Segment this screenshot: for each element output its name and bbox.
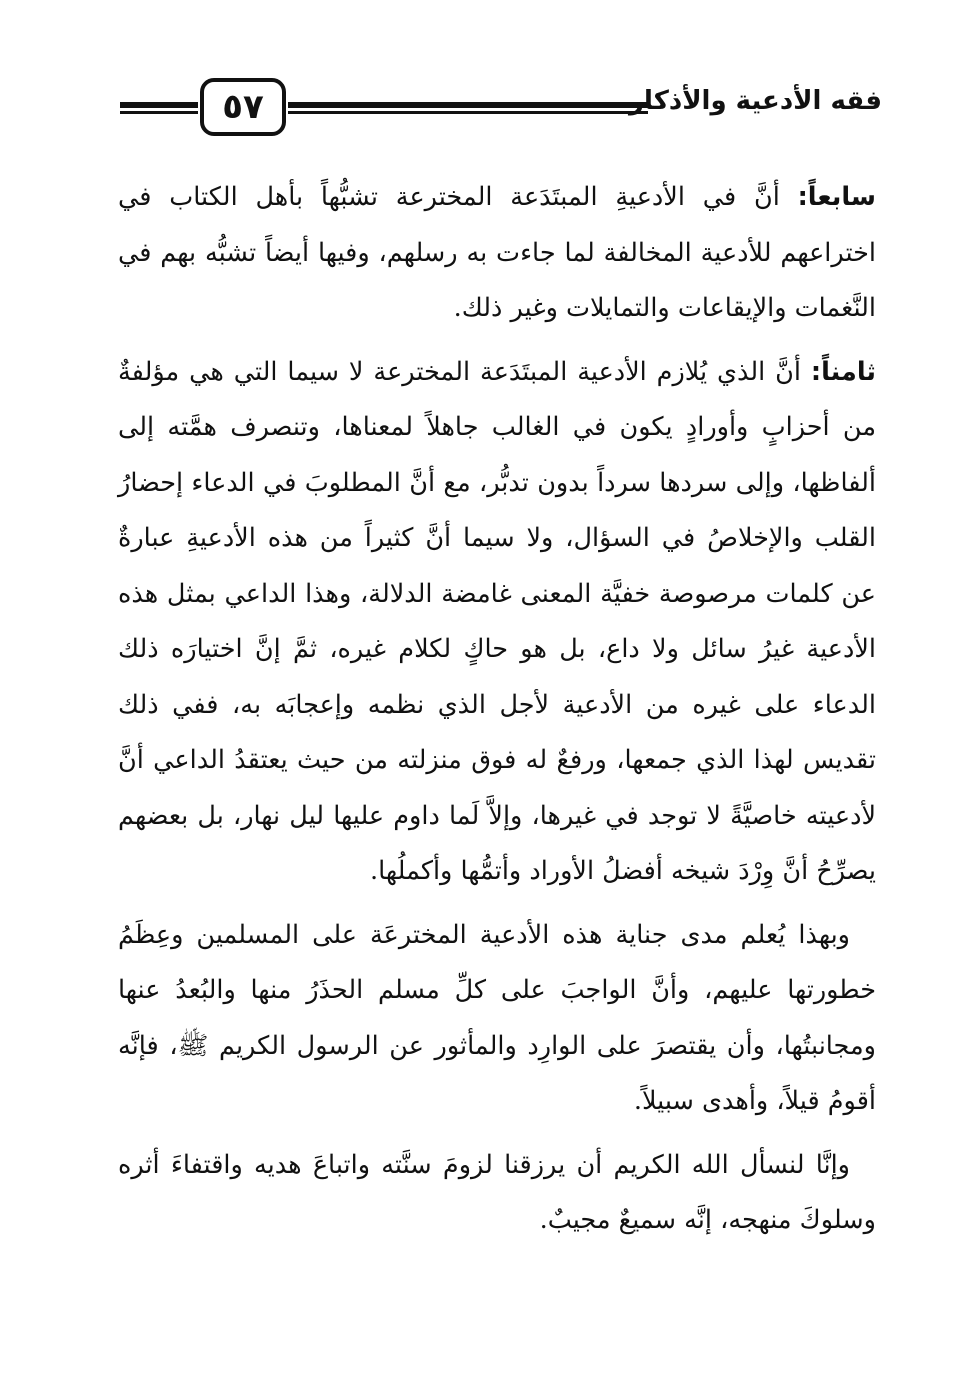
paragraph-eighth [118, 345, 876, 900]
header-rule-middle [288, 102, 648, 116]
paragraph-lead: ثامناً: [810, 356, 876, 387]
header-rule-left [120, 102, 198, 116]
running-title: فقه الأدعية والأذكار [629, 86, 882, 116]
paragraph-text: وبهذا يُعلم مدى جناية هذه الأدعية المخترعَة على المسلمين وعِظَمُ خطورتها عليهم، وأنَّ الواجبَ على كلِّ مسلم الحذَرُ منها والبُعدُ عنها ومجانبتُها، وأن يقتصرَ على الوارِد والمأثور عن الرسول الكريم ﷺ، فإنَّه أقومُ قيلاً، وأهدى سبيلاً. [118, 919, 876, 1116]
paragraph-text: أنَّ الذي يُلازم الأدعية المبتَدَعة المخترعة لا سيما التي هي مؤلفةٌ من أحزابٍ وأورادٍ يكون في الغالب جاهلاً لمعناها، وتنصرف همَّته إلى ألفاظها، وإلى سردها سرداً بدون تدبُّر، مع أنَّ المطلوبَ في الدعاء إحضارُ القلب والإخلاصُ في السؤال، ولا سيما أنَّ كثيراً من هذه الأدعيةِ عبارةٌ عن كلمات مرصوصة خفيَّة المعنى غامضة الدلالة، وهذا الداعي بمثل هذه الأدعية غيرُ سائل ولا داع، بل هو حاكٍ لكلام غيره، ثمَّ إنَّ اختيارَه ذلك الدعاء على غيره من الأدعية لأجل الذي نظمه وإعجابَه به، ففي ذلك تقديس لهذا الذي جمعها، ورفعٌ له فوق منزلته من حيث يعتقدُ الداعي أنَّ لأدعيته خاصيَّةً لا توجد في غيرها، وإلاَّ لَما داوم عليها ليل نهار، بل بعضهم يصرِّحُ أنَّ وِرْدَ شيخه أفضلُ الأوراد وأتمُّها وأكملُها. [118, 356, 877, 886]
page-body [118, 170, 876, 1257]
paragraph-text: أنَّ في الأدعيةِ المبتَدَعة المخترعة تشبُّهاً بأهل الكتاب في اختراعهم للأدعية المخالفة لما جاءت به رسلهم، وفيها أيضاً تشبُّه بهم في النَّغمات والإيقاعات والتمايلات وغير ذلك. [118, 182, 876, 323]
paragraph-conclusion [118, 908, 876, 1130]
paragraph-lead: سابعاً: [797, 182, 876, 212]
paragraph-text: وإنَّا لنسأل الله الكريم أن يرزقنا لزومَ سنَّته واتباعَ هديه واقتفاءَ أثره وسلوكَ منهجه، إنَّه سميعٌ مجيبٌ. [118, 1149, 876, 1235]
page-number: ٥٧ [200, 78, 286, 136]
paragraph-closing-prayer [118, 1138, 876, 1249]
paragraph-seventh [118, 170, 876, 337]
page-header [120, 78, 880, 148]
